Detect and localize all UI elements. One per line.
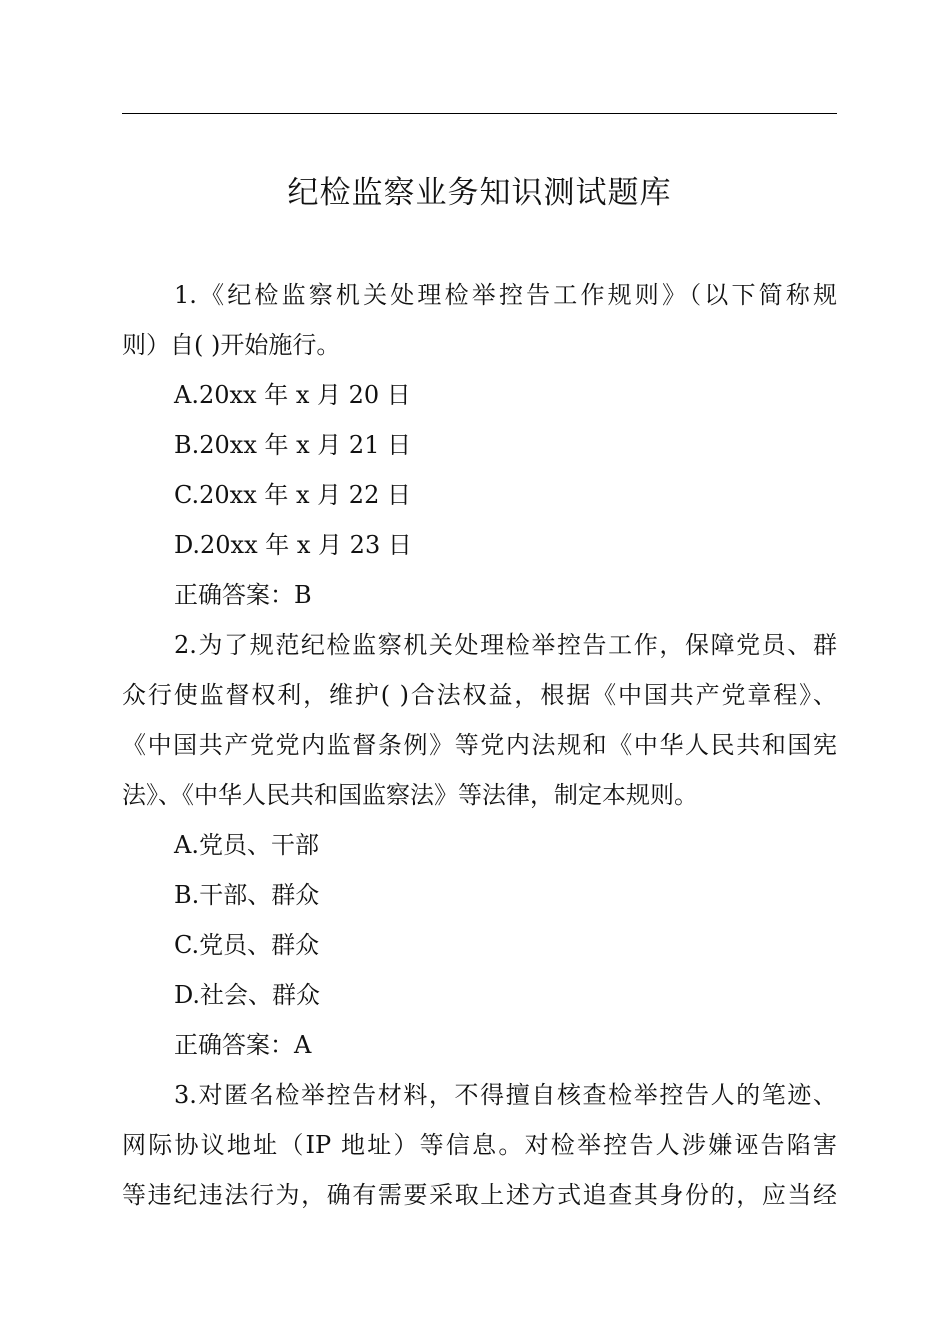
text-line: 正确答案：B — [174, 581, 312, 609]
text-line: 众行使监督权利，维护( )合法权益，根据《中国共产党章程》、 — [122, 681, 837, 709]
text-line: 则）自( )开始施行。 — [122, 331, 341, 359]
header-rule — [122, 113, 837, 114]
text-line: D.社会、群众 — [174, 981, 321, 1009]
text-line: B.干部、群众 — [174, 881, 320, 909]
text-line: 3.对匿名检举控告材料，不得擅自核查检举控告人的笔迹、 — [174, 1081, 837, 1109]
text-line: B.20xx 年 x 月 21 日 — [174, 431, 412, 459]
text-line: 网际协议地址（IP 地址）等信息。对检举控告人涉嫌诬告陷害 — [122, 1131, 837, 1159]
text-line: 2.为了规范纪检监察机关处理检举控告工作，保障党员、群 — [174, 631, 837, 659]
text-line: C.20xx 年 x 月 22 日 — [174, 481, 411, 509]
document-title: 纪检监察业务知识测试题库 — [287, 175, 672, 211]
text-line: C.党员、群众 — [174, 931, 320, 959]
text-line: A.20xx 年 x 月 20 日 — [174, 381, 411, 409]
document-body — [122, 270, 837, 1220]
text-line: 正确答案：A — [174, 1031, 312, 1059]
text-line: 《中国共产党党内监督条例》等党内法规和《中华人民共和国宪 — [122, 731, 837, 759]
text-line: 法》、《中华人民共和国监察法》等法律，制定本规则。 — [122, 781, 698, 809]
text-line: 1.《纪检监察机关处理检举控告工作规则》（以下简称规 — [174, 281, 837, 309]
text-line: 等违纪违法行为，确有需要采取上述方式追查其身份的，应当经 — [122, 1181, 837, 1209]
text-line: D.20xx 年 x 月 23 日 — [174, 531, 412, 559]
text-line: A.党员、干部 — [174, 831, 319, 859]
